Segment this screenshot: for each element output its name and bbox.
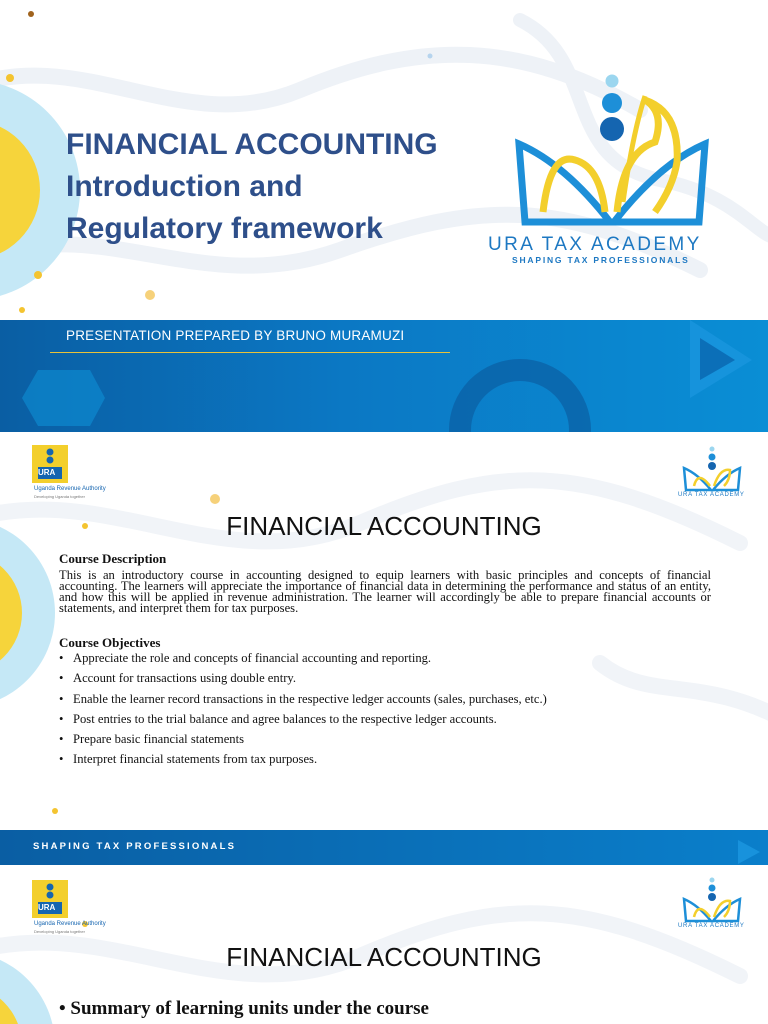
objective-item: • Account for transactions using double entry. bbox=[59, 673, 711, 684]
academy-name: URA TAX ACADEMY bbox=[488, 234, 702, 255]
ura-logo-icon bbox=[32, 880, 68, 918]
title-line: FINANCIAL ACCOUNTING bbox=[66, 128, 438, 161]
ura-logo-icon bbox=[32, 445, 68, 483]
ura-tax-academy-logo bbox=[505, 72, 725, 232]
academy-tagline: SHAPING TAX PROFESSIONALS bbox=[512, 255, 690, 265]
slide-title bbox=[66, 124, 438, 250]
units-bullet: • Summary of learning units under the course bbox=[59, 998, 429, 1019]
footer-band bbox=[0, 830, 768, 865]
objectives-heading: Course Objectives bbox=[59, 635, 161, 650]
presenter-byline: PRESENTATION PREPARED BY BRUNO MURAMUZI bbox=[66, 328, 405, 343]
ura-badge: URA bbox=[38, 468, 56, 477]
byline-underline bbox=[50, 352, 450, 353]
objective-item: • Prepare basic financial statements bbox=[59, 734, 711, 745]
objectives-list bbox=[59, 653, 711, 765]
title-line: Regulatory framework bbox=[66, 212, 383, 245]
units-slide bbox=[0, 866, 768, 1024]
description-heading: Course Description bbox=[59, 551, 167, 566]
slide-title: FINANCIAL ACCOUNTING bbox=[226, 511, 542, 541]
title-line: Introduction and bbox=[66, 170, 303, 203]
course-content bbox=[59, 553, 711, 775]
ura-badge: URA bbox=[38, 903, 56, 912]
academy-name-small: URA TAX ACADEMY bbox=[678, 492, 745, 498]
course-description: This is an introductory course in accounting designed to equip learners with basic principles and concepts of financial accounting. The learners will appreciate the importance of financial data in determining the performance and status of an entity, and how this will be applied in revenue administration. The learner will accordingly be able to prepare financial accounts or statements, and interpret them for tax purposes. bbox=[59, 568, 711, 615]
academy-logo-small bbox=[682, 877, 742, 923]
ura-name: Uganda Revenue Authority bbox=[34, 921, 106, 927]
title-band bbox=[0, 320, 768, 432]
ura-name: Uganda Revenue Authority bbox=[34, 486, 106, 492]
objective-item: • Enable the learner record transactions in the respective ledger accounts (sales, purchases, etc.) bbox=[59, 694, 711, 705]
academy-logo-small bbox=[682, 446, 742, 492]
objective-item: • Interpret financial statements from tax purposes. bbox=[59, 754, 711, 765]
ura-motto: Developing Uganda together bbox=[34, 929, 85, 934]
footer-slogan: SHAPING TAX PROFESSIONALS bbox=[33, 841, 237, 852]
course-slide bbox=[0, 433, 768, 865]
title-slide bbox=[0, 0, 768, 432]
ura-motto: Developing Uganda together bbox=[34, 494, 85, 499]
slide-title: FINANCIAL ACCOUNTING bbox=[226, 942, 542, 972]
academy-name-small: URA TAX ACADEMY bbox=[678, 923, 745, 929]
objective-item: • Post entries to the trial balance and agree balances to the respective ledger accounts. bbox=[59, 714, 711, 725]
objective-item: • Appreciate the role and concepts of financial accounting and reporting. bbox=[59, 653, 711, 664]
